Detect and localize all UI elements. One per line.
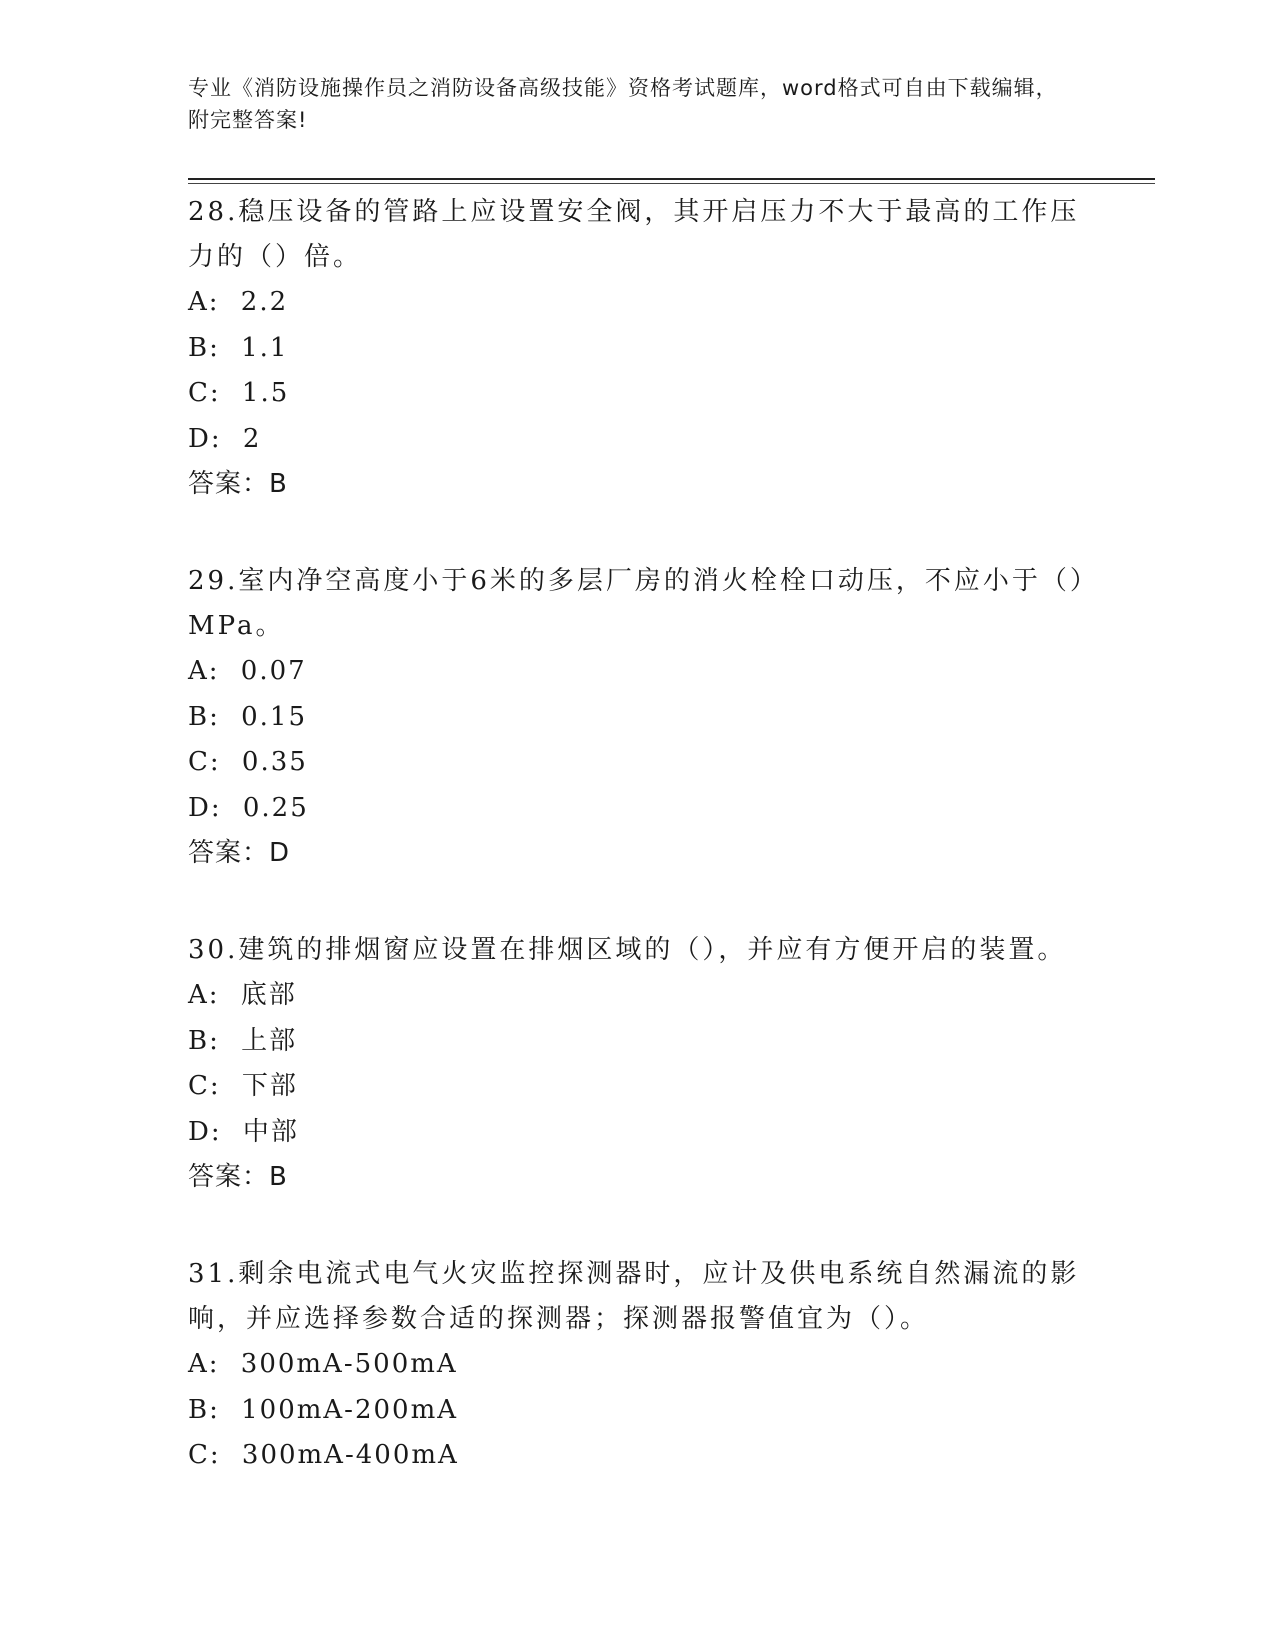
option-text: 100mA-200mA — [241, 1394, 459, 1425]
option-text: 0.15 — [241, 701, 307, 732]
question-stem: 29.室内净空高度小于6米的多层厂房的消火栓栓口动压，不应小于（）MPa。 — [188, 566, 1086, 641]
document-header: 专业《消防设施操作员之消防设备高级技能》资格考试题库，word格式可自由下载编辑，附完整答案! — [188, 76, 1058, 132]
option-key: C — [188, 1440, 210, 1470]
header-divider-thick — [188, 178, 1155, 180]
option-c: C : 1.5 — [188, 371, 1088, 417]
option-key: A — [188, 980, 209, 1010]
option-text: 0.07 — [240, 656, 307, 686]
question-30 — [188, 928, 1088, 1200]
option-text: 下部 — [241, 1071, 298, 1101]
option-b: B : 100mA-200mA — [188, 1388, 1088, 1434]
option-b: B : 1.1 — [188, 326, 1088, 372]
question-stem: 28.稳压设备的管路上应设置安全阀，其开启压力不大于最高的工作压力的（）倍。 — [188, 197, 1080, 272]
option-a: A : 300mA-500mA — [188, 1342, 1088, 1388]
option-text: 0.25 — [242, 792, 309, 823]
option-a: A : 0.07 — [188, 649, 1088, 695]
option-b: B : 上部 — [188, 1019, 1088, 1065]
option-d: D : 0.25 — [188, 786, 1088, 832]
option-text: 1.1 — [241, 332, 289, 363]
option-key: B — [188, 332, 210, 363]
option-text: 1.5 — [241, 378, 290, 408]
question-28 — [188, 190, 1088, 507]
option-key: D — [188, 423, 211, 454]
question-list — [188, 190, 1088, 1479]
option-d: D : 2 — [188, 417, 1088, 463]
option-text: 300mA-400mA — [241, 1440, 459, 1470]
question-29 — [188, 559, 1088, 876]
option-key: D — [188, 1116, 211, 1147]
answer-label: 答案：D — [188, 838, 291, 868]
question-31 — [188, 1252, 1088, 1479]
option-c: C : 下部 — [188, 1064, 1088, 1110]
option-text: 上部 — [241, 1025, 298, 1056]
option-text: 中部 — [242, 1116, 299, 1147]
option-key: B — [188, 1025, 210, 1056]
option-text: 0.35 — [241, 747, 308, 777]
option-key: B — [188, 1394, 210, 1425]
option-c: C : 0.35 — [188, 740, 1088, 786]
option-text: 2.2 — [240, 287, 289, 317]
option-key: A — [188, 656, 209, 686]
answer-label: 答案：B — [188, 469, 288, 499]
header-divider-thin — [188, 183, 1155, 184]
option-d: D : 中部 — [188, 1110, 1088, 1156]
option-key: B — [188, 701, 210, 732]
option-key: C — [188, 1071, 210, 1101]
option-text: 2 — [242, 423, 262, 454]
option-a: A : 2.2 — [188, 280, 1088, 326]
option-b: B : 0.15 — [188, 695, 1088, 741]
option-key: C — [188, 747, 210, 777]
question-stem: 31.剩余电流式电气火灾监控探测器时，应计及供电系统自然漏流的影响，并应选择参数合适的探测器；探测器报警值宜为（）。 — [188, 1259, 1080, 1334]
answer-label: 答案：B — [188, 1162, 288, 1192]
option-text: 300mA-500mA — [240, 1349, 458, 1379]
option-text: 底部 — [240, 980, 297, 1010]
option-key: C — [188, 378, 210, 408]
option-c: C : 300mA-400mA — [188, 1433, 1088, 1479]
option-key: A — [188, 287, 209, 317]
option-a: A : 底部 — [188, 973, 1088, 1019]
option-key: A — [188, 1349, 209, 1379]
option-key: D — [188, 792, 211, 823]
question-stem: 30.建筑的排烟窗应设置在排烟区域的（），并应有方便开启的装置。 — [188, 935, 1067, 965]
